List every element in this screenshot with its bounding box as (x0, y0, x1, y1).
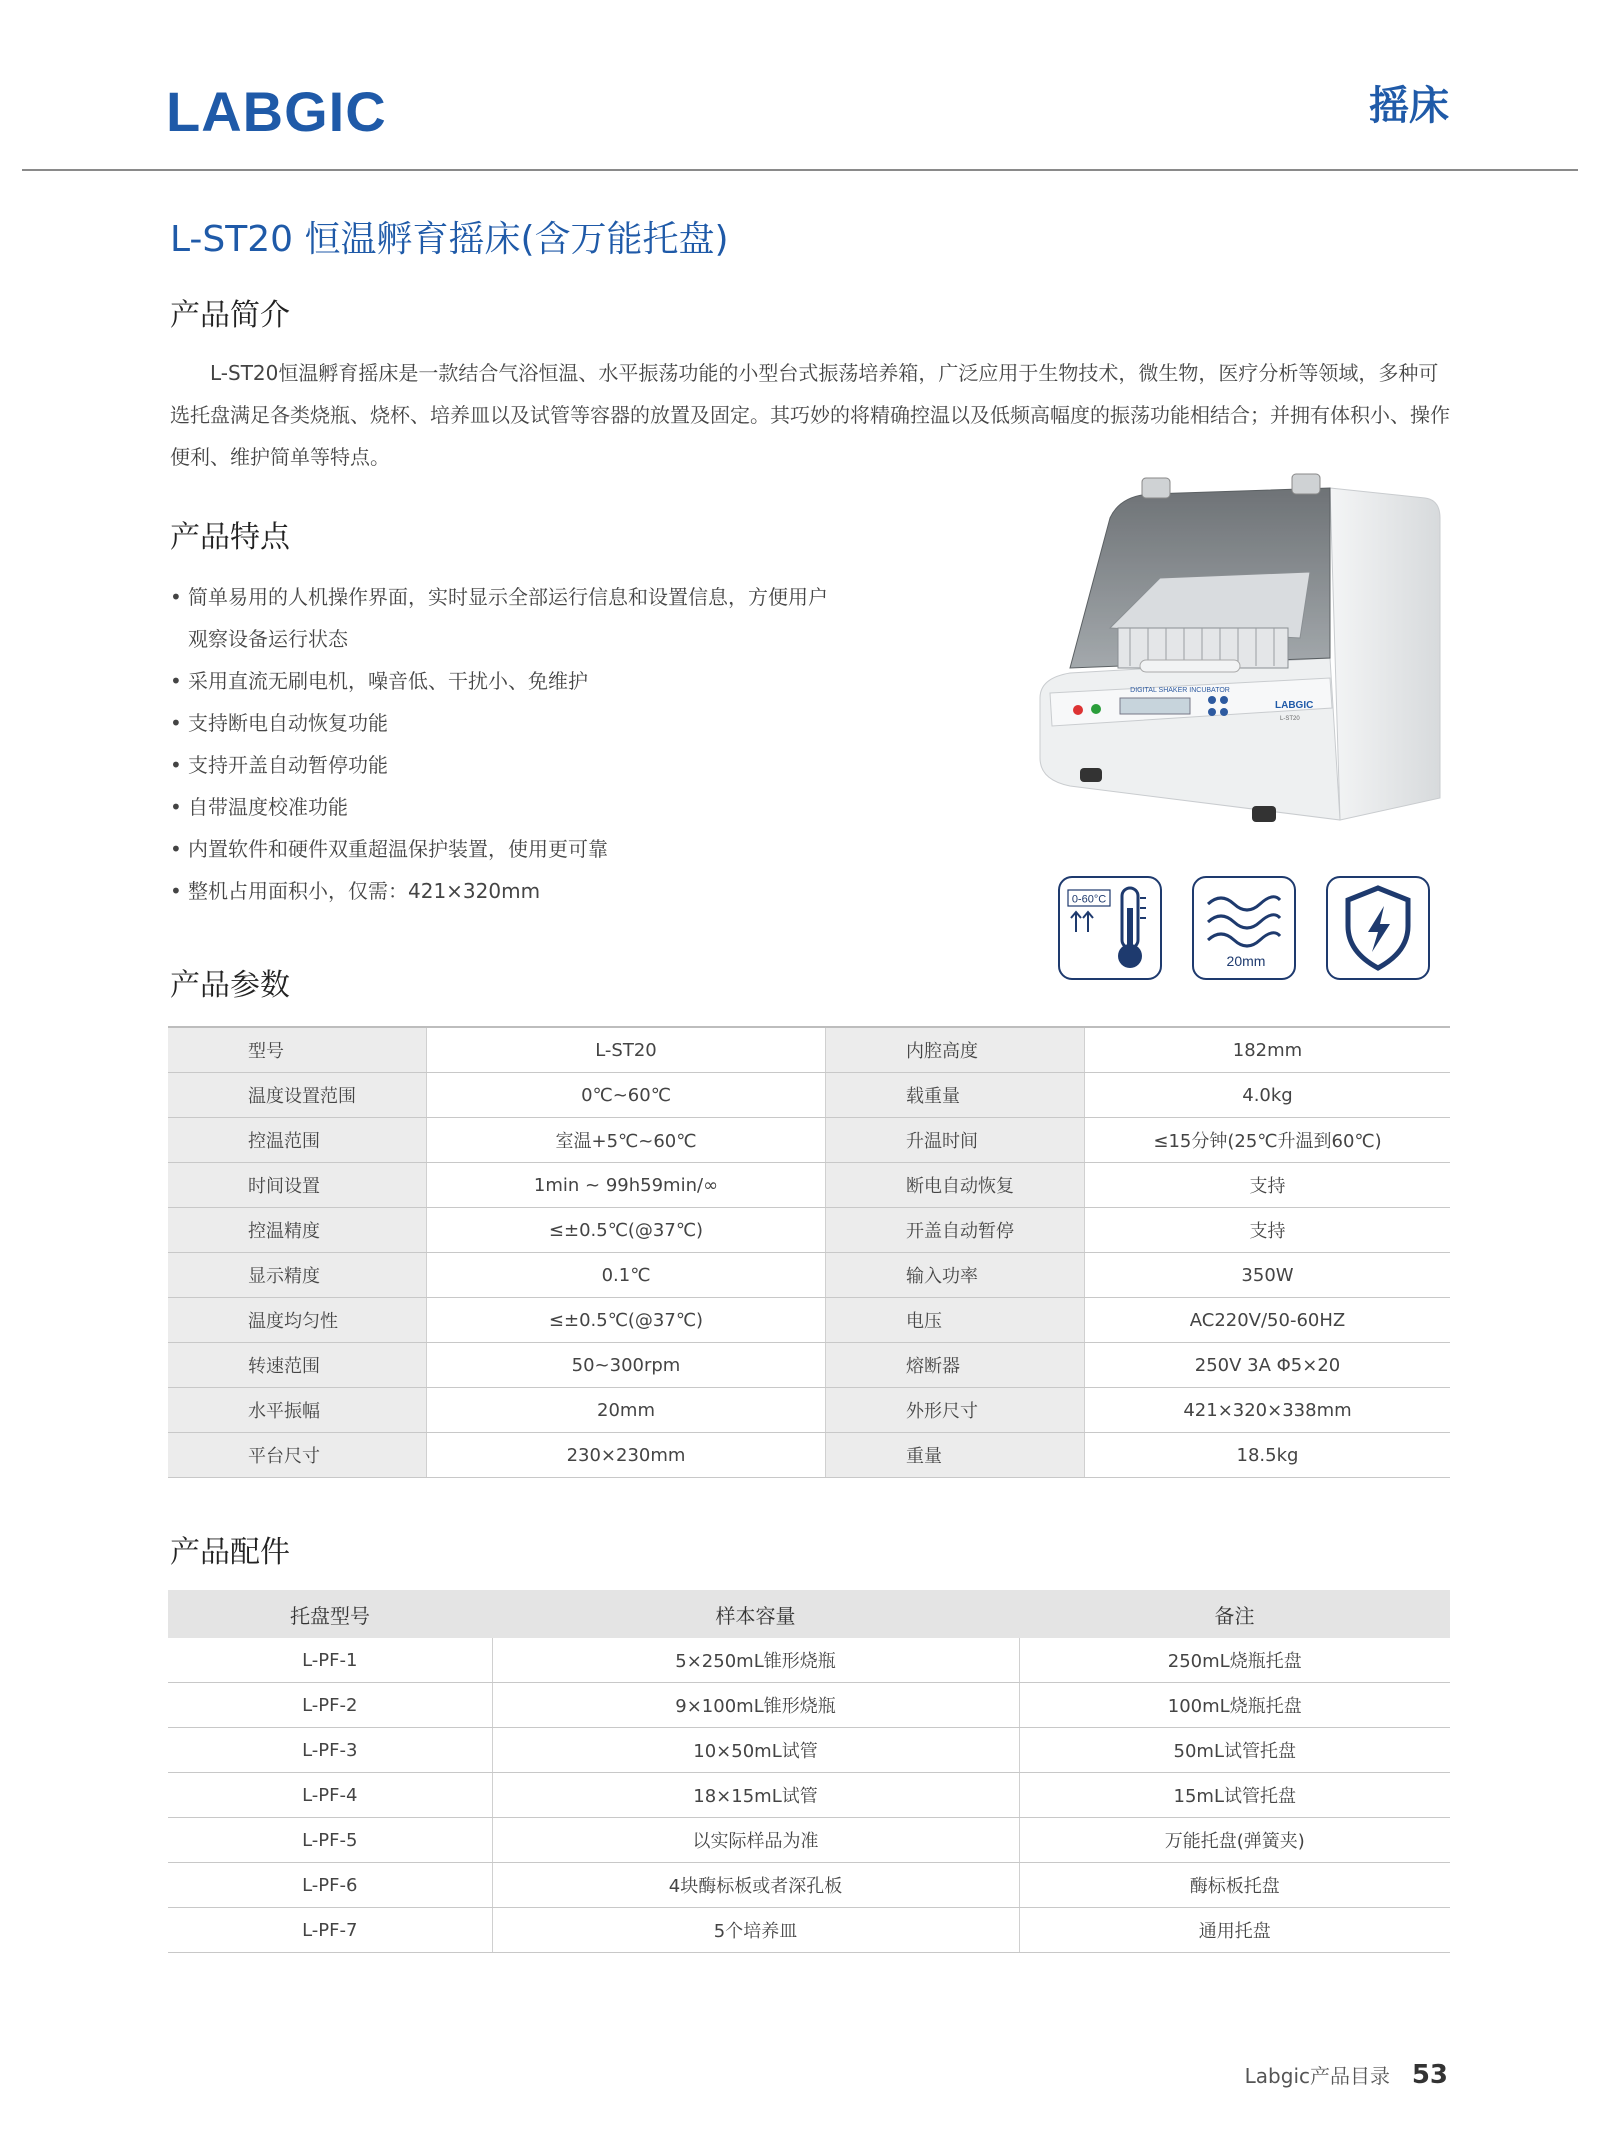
feature-item: • 简单易用的人机操作界面，实时显示全部运行信息和设置信息，方便用户观察设备运行状态 (170, 576, 838, 660)
accessories-heading: 产品配件 (170, 1535, 290, 1570)
params-table (168, 1026, 1450, 1478)
param-value: 0.1℃ (427, 1253, 826, 1298)
amplitude-label: 20mm (1226, 953, 1266, 969)
param-label: 转速范围 (168, 1343, 427, 1388)
param-row (168, 1027, 1450, 1073)
accessories-table (168, 1590, 1450, 1953)
intro-text: L-ST20恒温孵育摇床是一款结合气浴恒温、水平振荡功能的小型台式振荡培养箱，广泛应用于生物技术，微生物，医疗分析等领域，多种可选托盘满足各类烧瓶、烧杯、培养皿以及试管等容器的放置及固定。其巧妙的将精确控温以及低频高幅度的振荡功能相结合；并拥有体积小、操作便利、维护简单等特点。 (170, 361, 1450, 469)
param-label: 开盖自动暂停 (826, 1208, 1085, 1253)
waves-icon (1194, 878, 1294, 978)
accessory-cell: 15mL试管托盘 (1019, 1773, 1450, 1818)
accessory-row (168, 1863, 1450, 1908)
param-label: 输入功率 (826, 1253, 1085, 1298)
param-label: 载重量 (826, 1073, 1085, 1118)
feature-item: • 采用直流无刷电机，噪音低、干扰小、免维护 (170, 660, 830, 702)
accessory-row (168, 1728, 1450, 1773)
temperature-badge (1058, 876, 1162, 980)
footer-label: Labgic产品目录 (1244, 2064, 1390, 2088)
feature-item: • 整机占用面积小，仅需：421×320mm (170, 870, 830, 912)
param-label: 电压 (826, 1298, 1085, 1343)
accessory-cell: L-PF-2 (168, 1683, 492, 1728)
accessory-cell: 50mL试管托盘 (1019, 1728, 1450, 1773)
param-row (168, 1433, 1450, 1478)
param-label: 断电自动恢复 (826, 1163, 1085, 1208)
param-label: 重量 (826, 1433, 1085, 1478)
param-row (168, 1298, 1450, 1343)
accessory-cell: L-PF-6 (168, 1863, 492, 1908)
accessory-cell: 通用托盘 (1019, 1908, 1450, 1953)
accessory-cell: 5×250mL锥形烧瓶 (492, 1638, 1019, 1683)
category-title: 摇床 (1369, 83, 1449, 129)
product-image (1030, 468, 1450, 828)
param-value: 18.5kg (1085, 1433, 1451, 1478)
device-model-label: L-ST20 (1280, 716, 1300, 722)
param-value: 182mm (1085, 1027, 1451, 1073)
param-value: 20mm (427, 1388, 826, 1433)
column-header: 托盘型号 (168, 1590, 492, 1638)
accessory-row (168, 1773, 1450, 1818)
param-value: L-ST20 (427, 1027, 826, 1073)
feature-item: • 支持断电自动恢复功能 (170, 702, 830, 744)
param-row (168, 1163, 1450, 1208)
device-panel-label: DIGITAL SHAKER INCUBATOR (1130, 687, 1230, 694)
accessory-row (168, 1908, 1450, 1953)
device-brand-label: LABGIC (1275, 700, 1314, 711)
accessory-row (168, 1638, 1450, 1683)
accessory-cell: 18×15mL试管 (492, 1773, 1019, 1818)
accessory-cell: 万能托盘(弹簧夹) (1019, 1818, 1450, 1863)
param-label: 显示精度 (168, 1253, 427, 1298)
param-value: 支持 (1085, 1208, 1451, 1253)
params-heading: 产品参数 (170, 968, 290, 1003)
param-value: 250V 3A Φ5×20 (1085, 1343, 1451, 1388)
param-value: 室温+5℃~60℃ (427, 1118, 826, 1163)
amplitude-badge (1192, 876, 1296, 980)
param-row (168, 1388, 1450, 1433)
param-label: 温度均匀性 (168, 1298, 427, 1343)
param-label: 熔断器 (826, 1343, 1085, 1388)
param-label: 内腔高度 (826, 1027, 1085, 1073)
accessory-cell: 250mL烧瓶托盘 (1019, 1638, 1450, 1683)
accessory-cell: 100mL烧瓶托盘 (1019, 1683, 1450, 1728)
param-label: 型号 (168, 1027, 427, 1073)
features-heading: 产品特点 (170, 520, 290, 555)
param-row (168, 1253, 1450, 1298)
param-value: 50~300rpm (427, 1343, 826, 1388)
column-header: 备注 (1019, 1590, 1450, 1638)
param-row (168, 1073, 1450, 1118)
param-label: 升温时间 (826, 1118, 1085, 1163)
accessory-cell: 10×50mL试管 (492, 1728, 1019, 1773)
param-value: ≤±0.5℃(@37℃) (427, 1298, 826, 1343)
param-label: 平台尺寸 (168, 1433, 427, 1478)
param-value: 0℃~60℃ (427, 1073, 826, 1118)
param-value: ≤±0.5℃(@37℃) (427, 1208, 826, 1253)
accessory-cell: L-PF-1 (168, 1638, 492, 1683)
accessory-cell: 酶标板托盘 (1019, 1863, 1450, 1908)
accessory-cell: L-PF-7 (168, 1908, 492, 1953)
accessory-cell: 以实际样品为准 (492, 1818, 1019, 1863)
column-header: 样本容量 (492, 1590, 1019, 1638)
accessory-cell: 5个培养皿 (492, 1908, 1019, 1953)
thermometer-icon (1060, 878, 1160, 978)
protection-badge (1326, 876, 1430, 980)
intro-heading: 产品简介 (170, 298, 290, 333)
param-value: 1min ~ 99h59min/∞ (427, 1163, 826, 1208)
param-row (168, 1343, 1450, 1388)
features-list (170, 576, 830, 912)
accessory-cell: 4块酶标板或者深孔板 (492, 1863, 1019, 1908)
param-label: 外形尺寸 (826, 1388, 1085, 1433)
header-divider (22, 169, 1578, 171)
param-row (168, 1208, 1450, 1253)
param-label: 时间设置 (168, 1163, 427, 1208)
param-label: 温度设置范围 (168, 1073, 427, 1118)
param-value: 230×230mm (427, 1433, 826, 1478)
param-row (168, 1118, 1450, 1163)
temperature-range-label: 0-60°C (1071, 893, 1107, 906)
accessory-cell: L-PF-3 (168, 1728, 492, 1773)
feature-item: • 支持开盖自动暂停功能 (170, 744, 830, 786)
shield-lightning-icon (1328, 878, 1428, 978)
param-label: 水平振幅 (168, 1388, 427, 1433)
accessory-cell: 9×100mL锥形烧瓶 (492, 1683, 1019, 1728)
param-value: 421×320×338mm (1085, 1388, 1451, 1433)
feature-item: • 内置软件和硬件双重超温保护装置，使用更可靠 (170, 828, 830, 870)
param-value: AC220V/50-60HZ (1085, 1298, 1451, 1343)
brand-logo: LABGIC (166, 80, 387, 143)
accessory-row (168, 1818, 1450, 1863)
param-value: ≤15分钟(25℃升温到60℃) (1085, 1118, 1451, 1163)
accessory-row (168, 1683, 1450, 1728)
param-label: 控温精度 (168, 1208, 427, 1253)
param-label: 控温范围 (168, 1118, 427, 1163)
param-value: 支持 (1085, 1163, 1451, 1208)
accessory-cell: L-PF-4 (168, 1773, 492, 1818)
page-number: 53 (1411, 2060, 1448, 2090)
accessory-cell: L-PF-5 (168, 1818, 492, 1863)
param-value: 4.0kg (1085, 1073, 1451, 1118)
param-value: 350W (1085, 1253, 1451, 1298)
product-title: L-ST20 恒温孵育摇床(含万能托盘) (170, 219, 729, 260)
feature-item: • 自带温度校准功能 (170, 786, 830, 828)
